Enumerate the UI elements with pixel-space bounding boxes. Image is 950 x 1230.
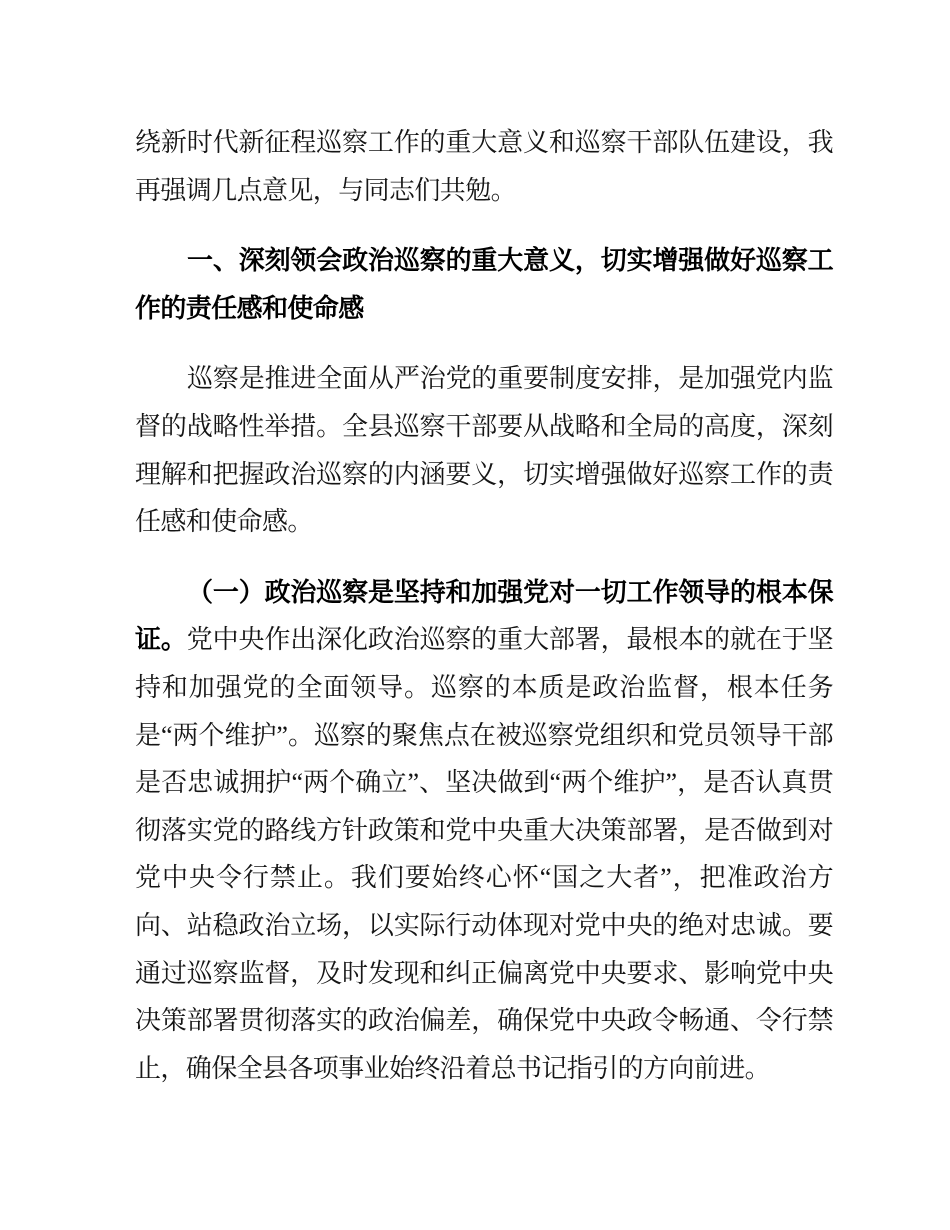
subsection-paragraph — [135, 569, 833, 1093]
continuation-paragraph: 绕新时代新征程巡察工作的重大意义和巡察干部队伍建设，我再强调几点意见，与同志们共勉。 — [135, 128, 833, 205]
subsection-title: （一）政治巡察是坚持和加强党对一切工作领导的根本保证。 — [135, 576, 833, 655]
subsection-text: 党中央作出深化政治巡察的重大部署，最根本的就在于坚持和加强党的全面领导。巡察的本质是政治监督，根本任务是“两个维护”。巡察的聚焦点在被巡察党组织和党员领导干部是否忠诚拥护“两个确立”、坚决做到“两个维护”，是否认真贯彻落实党的路线方针政策和党中央重大决策部署，是否做到对党中央令行禁止。我们要始终心怀“国之大者”，把准政治方向、站稳政治立场，以实际行动体现对党中央的绝对忠诚。要通过巡察监督，及时发现和纠正偏离党中央要求、影响党中央决策部署贯彻落实的政治偏差，确保党中央政令畅通、令行禁止，确保全县各项事业始终沿着总书记指引的方向前进。 — [135, 625, 833, 1083]
body-paragraph: 巡察是推进全面从严治党的重要制度安排，是加强党内监督的战略性举措。全县巡察干部要从战略和全局的高度，深刻理解和把握政治巡察的内涵要义，切实增强做好巡察工作的责任感和使命感。 — [135, 364, 833, 537]
section-heading: 一、深刻领会政治巡察的重大意义，切实增强做好巡察工作的责任感和使命感 — [135, 245, 833, 323]
document-text-block — [135, 119, 833, 1115]
